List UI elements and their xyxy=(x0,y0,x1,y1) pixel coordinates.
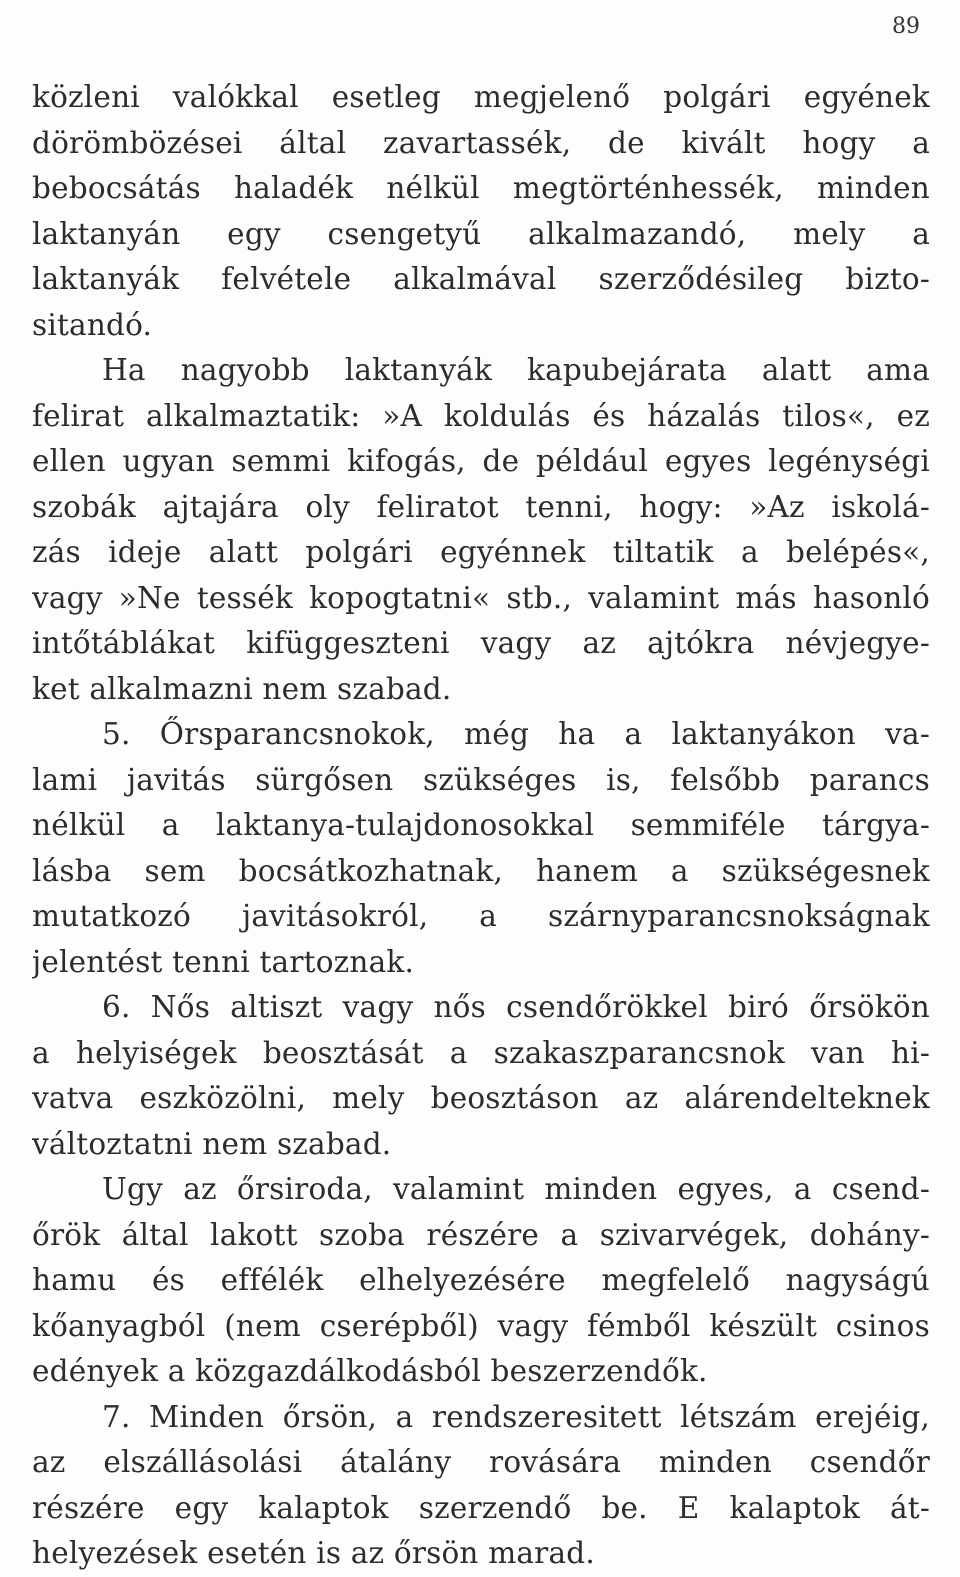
text-line: 6. Nős altiszt vagy nős csendőrökkel biró őrsökön xyxy=(102,990,930,1024)
text-line: intőtáblákat kifüggeszteni vagy az ajtókra névjegye- xyxy=(32,626,930,660)
text-line: edények a közgazdálkodásból beszerzendők. xyxy=(32,1354,708,1388)
text-line: részére egy kalaptok szerzendő be. E kalaptok át- xyxy=(32,1490,930,1525)
text-line: 5. Őrsparancsnokok, még ha a laktanyákon va- xyxy=(102,717,930,751)
text-line: lásba sem bocsátkozhatnak, hanem a szükségesnek xyxy=(32,853,930,888)
text-line: őrök által lakott szoba részére a szivarvégek, dohány- xyxy=(32,1217,930,1252)
text-line: helyezések esetén is az őrsön marad. xyxy=(32,1536,595,1570)
text-line: ellen ugyan semmi kifogás, de például egyes legénységi xyxy=(32,444,930,478)
text-line: lami javitás sürgősen szükséges is, felsőbb parancs xyxy=(32,762,930,797)
text-line: bebocsátás haladék nélkül megtörténhessék, minden xyxy=(32,171,930,205)
text-line: mutatkozó javitásokról, a szárnyparancsnokságnak xyxy=(32,899,930,933)
text-line: Ugy az őrsiroda, valamint minden egyes, a csend- xyxy=(102,1172,930,1206)
text-line: laktanyák felvétele alkalmával szerződésileg bizto- xyxy=(32,262,930,296)
text-line: laktanyán egy csengetyű alkalmazandó, mely a xyxy=(32,216,930,251)
text-line: kőanyagból (nem cserépből) vagy fémből készült csinos xyxy=(32,1308,930,1343)
text-line: a helyiségek beosztását a szakaszparancsnok van hi- xyxy=(32,1035,930,1070)
text-line: az elszállásolási átalány rovására minden csendőr xyxy=(32,1445,930,1479)
text-line: 7. Minden őrsön, a rendszeresitett létszám erejéig, xyxy=(102,1399,930,1434)
text-line: zás ideje alatt polgári egyénnek tiltatik a belépés«, xyxy=(32,535,930,569)
text-line: ket alkalmazni nem szabad. xyxy=(32,671,452,706)
text-line: dörömbözései által zavartassék, de kivált hogy a xyxy=(32,125,930,160)
text-line: Ha nagyobb laktanyák kapubejárata alatt ama xyxy=(102,353,930,387)
text-line: vagy »Ne tessék kopogtatni« stb., valamint más hasonló xyxy=(32,580,930,615)
text-line: vatva eszközölni, mely beosztáson az alárendelteknek xyxy=(32,1081,930,1115)
text-line: nélkül a laktanya-tulajdonosokkal semmiféle tárgya- xyxy=(32,808,930,842)
text-line: szobák ajtajára oly feliratot tenni, hogy: »Az iskolá- xyxy=(32,489,930,524)
text-line: hamu és effélék elhelyezésére megfelelő nagyságú xyxy=(32,1263,930,1297)
body-text xyxy=(32,75,930,1577)
text-line: jelentést tenni tartoznak. xyxy=(32,944,415,979)
page-number: 89 xyxy=(892,14,920,39)
text-line: felirat alkalmaztatik: »A koldulás és házalás tilos«, ez xyxy=(32,398,930,433)
text-line: változtatni nem szabad. xyxy=(32,1126,392,1161)
text-line: sitandó. xyxy=(32,307,153,342)
text-line: közleni valókkal esetleg megjelenő polgári egyének xyxy=(32,80,930,114)
